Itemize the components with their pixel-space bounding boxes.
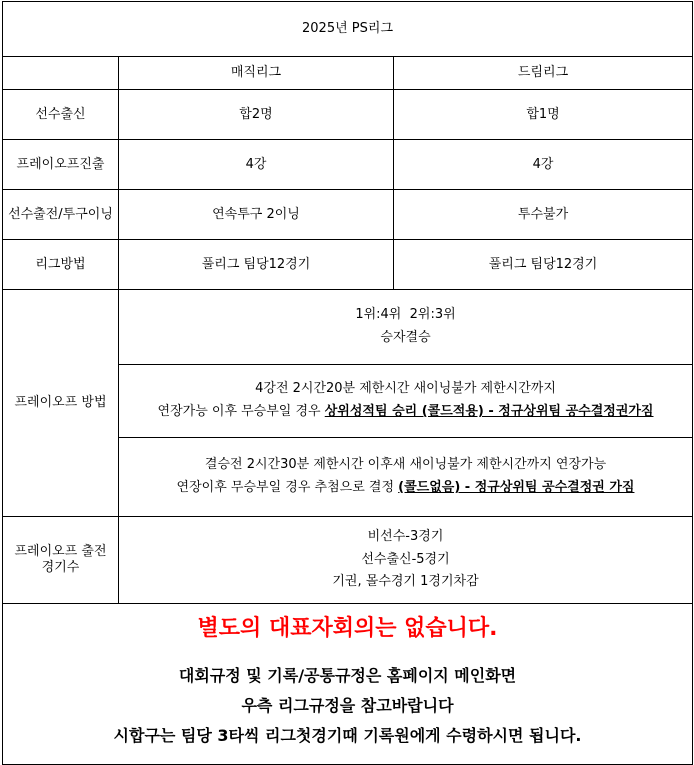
final-rule-cell [119,438,693,517]
notice-line: 시합구는 팀당 3타씩 리그첫경기때 기록원에게 수령하시면 됩니다. [113,726,582,746]
seeding-text: 승자결승 [380,330,431,345]
eligibility-cell [119,517,693,604]
table-row-pitching [3,190,693,240]
cell-magic: 4강 [119,140,394,190]
cell-magic: 풀리그 팀당12경기 [119,240,394,290]
row-label: 선수출전/투구이닝 [3,190,119,240]
cell-dream: 4강 [394,140,693,190]
notice-row [3,604,693,765]
table-row-playoff-eligibility [3,517,693,604]
cell-magic: 연속투구 2이닝 [119,190,394,240]
eligibility-text: 기권, 몰수경기 1경기차감 [332,574,479,590]
cell-magic: 합2명 [119,90,394,140]
table-row-playoff-qualify [3,140,693,190]
table-row-playoff-seeding [3,290,693,365]
semifinal-text: 4강전 2시간20분 제한시간 새이닝불가 제한시간까지 [255,381,556,397]
header-blank-cell [3,57,119,90]
page-title: 2025년 PS리그 [3,2,693,57]
column-header-magic-league: 매직리그 [119,57,394,90]
cell-dream: 풀리그 팀당12경기 [394,240,693,290]
eligibility-text: 비선수-3경기 [367,528,444,544]
table-row-player-background [3,90,693,140]
final-text: 결승전 2시간30분 제한시간 이후새 새이닝불가 제한시간까지 연장가능 [204,457,607,473]
row-label-playoff-method: 프레이오프 방법 [3,290,119,517]
semifinal-emphasis: 상위성적팀 승리 (콜드적용) - 정규상위팀 공수결정권가짐 [324,404,654,419]
notice-cell [3,604,693,765]
notice-line: 대회규정 및 기록/공통규정은 홈페이지 메인화면 [178,665,517,685]
column-header-dream-league: 드림리그 [394,57,693,90]
final-emphasis: (콜드없음) - 정규상위팀 공수결정권 가짐 [398,480,635,495]
title-row [3,2,693,57]
table-row-league-format [3,240,693,290]
eligibility-text: 선수출신-5경기 [361,551,450,567]
notice-headline: 별도의 대표자회의는 없습니다. [197,616,498,642]
eligibility-label-line: 프레이오프 출전 [14,544,107,560]
row-label-eligibility [3,517,119,604]
semifinal-rule-cell [119,365,693,438]
playoff-seeding-cell [119,290,693,365]
final-text: 연장이후 무승부일 경우 추첨으로 결정 [176,480,399,495]
semifinal-text-line2 [119,401,692,424]
header-row [3,57,693,90]
row-label: 프레이오프진출 [3,140,119,190]
row-label: 선수출신 [3,90,119,140]
seeding-text: 1위:4위 2위:3위 [355,307,456,323]
final-text-line2 [119,477,692,500]
eligibility-label-line: 경기수 [41,560,80,575]
row-label: 리그방법 [3,240,119,290]
notice-line: 우측 리그규정을 참고바랍니다 [241,696,454,715]
cell-dream: 투수불가 [394,190,693,240]
semifinal-text: 연장가능 이후 무승부일 경우 [157,404,325,419]
league-rules-table [2,1,693,765]
cell-dream: 합1명 [394,90,693,140]
